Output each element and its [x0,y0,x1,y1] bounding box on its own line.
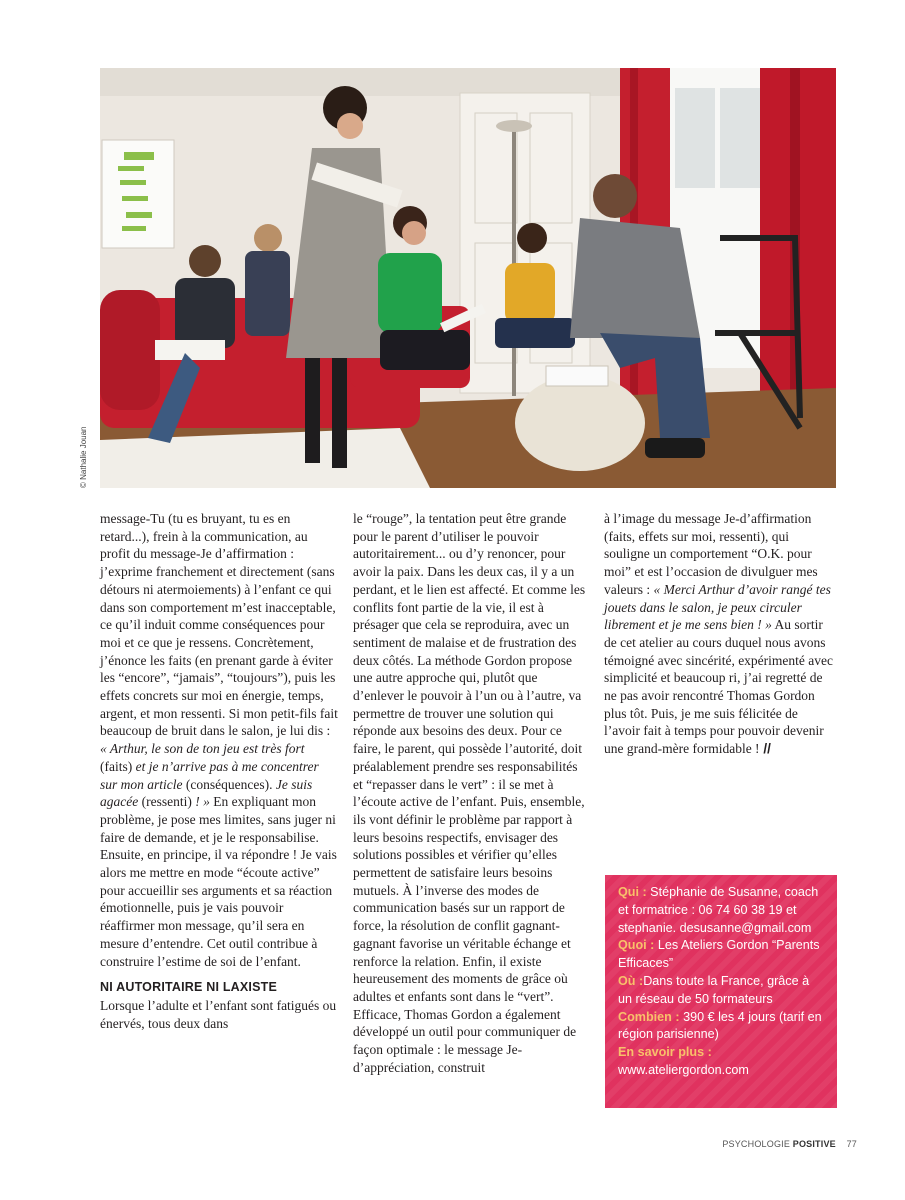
body-paragraph: Lorsque l’adulte et l’enfant sont fatigués ou énervés, tous deux dans [100,997,337,1031]
info-text-quoi: Les Ateliers Gordon “Parents Efficaces” [618,938,820,971]
info-text-ou: Dans toute la France, grâce à un réseau de 50 formateurs [618,973,810,1006]
italic-quote: « Merci Arthur d’avoir rangé tes jouets dans le salon, je peux circuler librement et je me sens bien ! » [604,581,831,633]
info-label-combien: Combien : [618,1009,680,1024]
info-label-qui: Qui : [618,885,647,899]
page-number: 77 [846,1139,857,1149]
body-text: En expliquant mon problème, je pose mes limites, sans juger ni faire de demande, et je le responsabilise. Ensuite, en principe, il va répondre ! Je vais alors me mettre en mode “écoute active” pour accueillir ses arguments et sa réaction émotionnelle, puis je vais pouvoir réaffirmer mon message, qu’il sera en mesure d’entendre. Cet outil contribue à construire l’estime de soi de l’enfant. [100,794,337,969]
photo-credit: © Nathalie Jouan [79,426,88,488]
page-footer [722,1139,857,1149]
body-text: Au sortir de cet atelier au cours duquel nous avons témoigné avec sincérité, expérimenté avec simplicité et beaucoup ri, j’ai regretté de ne pas avoir rencontré Thomas Gordon plus tôt. Puis, je me suis félicitée de l’avoir fait à temps pour pouvoir devenir une grand-mère formidable ! [604,617,834,757]
italic-quote: « Arthur, le son de ton jeu est très fort [100,741,305,757]
body-paragraph [604,510,836,758]
body-text: (faits) [100,758,136,774]
info-text-combien: 390 € les 4 jours (tarif en région parisienne) [618,1009,822,1042]
magazine-name-part1: PSYCHOLOGIE [722,1139,791,1149]
workshop-photo-illustration [100,68,836,488]
article-column-1 [100,510,338,1032]
article-column-3 [604,510,836,758]
end-mark: // [759,741,771,757]
article-photo [100,68,836,488]
italic-quote: et je n’arrive pas à me concentrer sur mon article [100,758,319,792]
info-link-website[interactable]: www.ateliergordon.com [618,1062,749,1077]
body-text: (conséquences). [182,776,276,792]
info-label-savoir: En savoir plus : [618,1045,712,1060]
info-box [605,875,837,1108]
body-text: message-Tu (tu es bruyant, tu es en retard...), frein à la communication, au profit du message-Je d’affirmation : j’exprime franchement et directement (sans détours ni atermoiements) à l’enfant ce qui dans son comportement m’est inacceptable, ce qu’il induit comme conséquences pour moi et ce que je ressens. Concrètement, j’énonce les faits (en prenant garde à éviter les “encore”, “jamais”, “toujours”), puis les effets concrets sur moi en énergie, temps, argent, et mon ressenti. Si mon petit-fils fait beaucoup de bruit dans le salon, je lui dis : [100,511,338,739]
italic-quote: Je suis agacée [100,776,313,810]
body-text: à l’image du message Je-d’affirmation (faits, effets sur moi, ressenti), qui souligne un comportement “O.K. pour moi” et est l’occasion de divulguer mes valeurs : [604,511,818,597]
italic-quote: ! » [195,794,210,810]
body-paragraph [100,510,338,970]
info-label-quoi: Quoi : [618,938,655,953]
article-column-2 [353,510,589,1077]
body-paragraph: le “rouge”, la tentation peut être grande pour le parent d’utiliser le pouvoir autoritairement... ou d’y renoncer, pour avoir la paix. Dans les deux cas, il y a un perdant, et le lien est affecté. Et comme les conflits font partie de la vie, il est à présager que cela se reproduira, avec un sentiment de malaise et de frustration des deux côtés. La méthode Gordon propose une autre approche qui, plutôt que d’enlever le pouvoir à l’un ou à l’autre, va permettre de trouver une solution qui réponde aux besoins des deux. Pour ce faire, le parent, qui possède l’autorité, doit préalablement prendre ses responsabilités et “repasser dans le vert” : il se met à l’écoute active de l’enfant. Puis, ensemble, ils vont définir le problème par rapport à leurs besoins respectifs, envisager des solutions possibles et vérifier qu’elles permettent de satisfaire leurs besoins mutuels. À l’inverse des modes de communication basés sur un rapport de force, la résolution de conflit gagnant-gagnant favorise un véritable échange et renforce la relation. Enfin, il existe heureusement des moments de grâce où adultes et enfants sont dans le “vert”. Efficace, Thomas Gordon a également développé un outil pour communiquer de façon optimale : le message Je-d’appréciation, construit [353,511,586,1075]
info-text-qui: Stéphanie de Susanne, coach et formatrice : 06 74 60 38 19 et stephanie. desusanne@gmail.com [618,885,819,935]
magazine-name-part2: POSITIVE [792,1139,836,1149]
body-text: (ressenti) [138,794,196,810]
section-subheading: NI AUTORITAIRE NI LAXISTE [100,980,277,995]
info-label-ou: Où : [618,973,644,988]
